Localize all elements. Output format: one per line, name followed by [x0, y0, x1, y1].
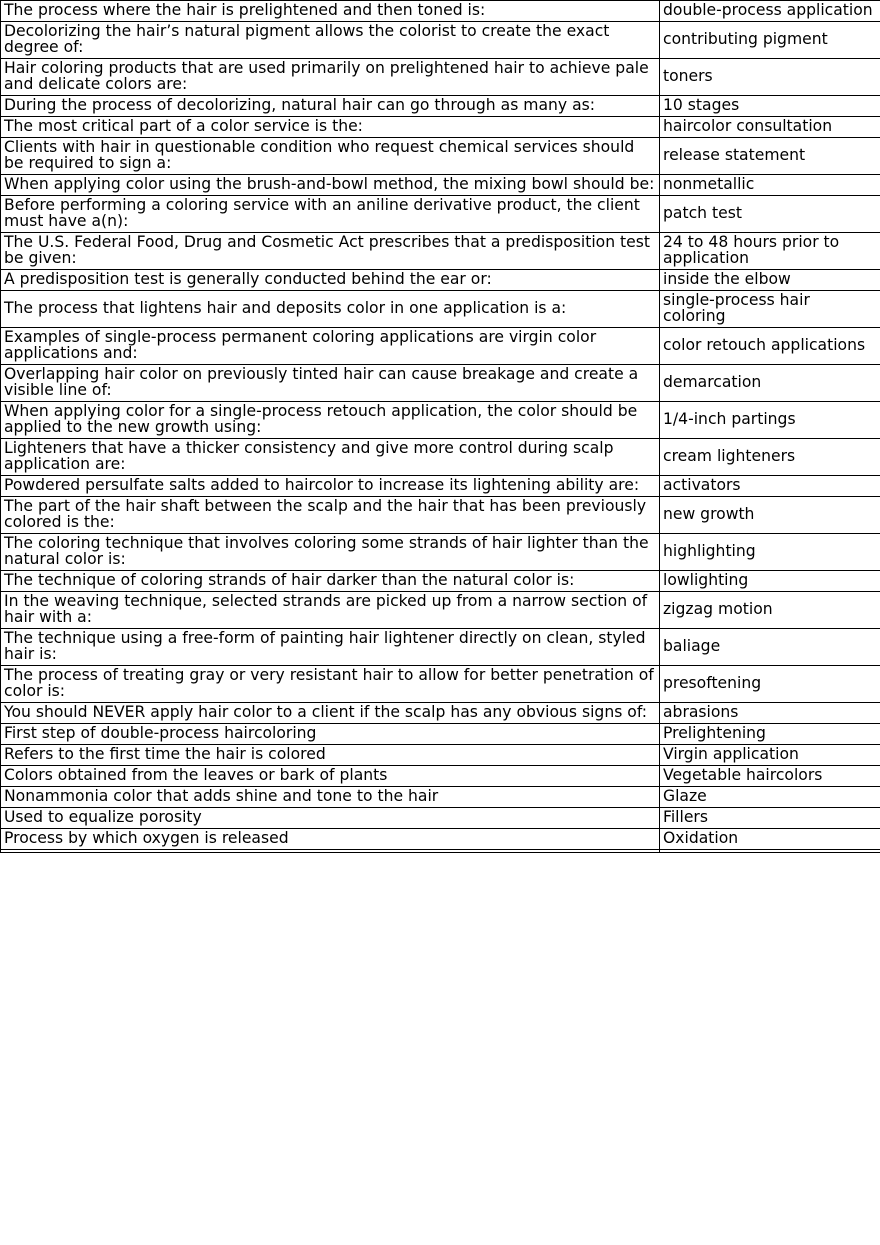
answer-cell: single-process hair coloring [660, 291, 880, 328]
question-cell: The most critical part of a color service is the: [1, 117, 660, 138]
table-row [1, 534, 880, 571]
answer-cell: release statement [660, 138, 880, 175]
question-cell: When applying color using the brush-and-bowl method, the mixing bowl should be: [1, 175, 660, 196]
table-row [1, 196, 880, 233]
answer-cell: contributing pigment [660, 22, 880, 59]
question-cell: Used to equalize porosity [1, 808, 660, 829]
question-cell: You should NEVER apply hair color to a client if the scalp has any obvious signs of: [1, 703, 660, 724]
question-cell: In the weaving technique, selected strands are picked up from a narrow section of hair with a: [1, 592, 660, 629]
question-cell: Colors obtained from the leaves or bark of plants [1, 766, 660, 787]
answer-cell: haircolor consultation [660, 117, 880, 138]
table-row [1, 476, 880, 497]
answer-cell: lowlighting [660, 571, 880, 592]
question-cell: Decolorizing the hair’s natural pigment allows the colorist to create the exact degree of: [1, 22, 660, 59]
table-row [1, 497, 880, 534]
answer-cell: Oxidation [660, 829, 880, 850]
question-cell: Powdered persulfate salts added to haircolor to increase its lightening ability are: [1, 476, 660, 497]
table-row [1, 439, 880, 476]
table-row [1, 703, 880, 724]
empty-question-cell [1, 850, 660, 853]
question-cell: Clients with hair in questionable condition who request chemical services should be required to sign a: [1, 138, 660, 175]
table-row [1, 175, 880, 196]
answer-cell: demarcation [660, 365, 880, 402]
answer-cell: Virgin application [660, 745, 880, 766]
table-row [1, 365, 880, 402]
question-cell: The process of treating gray or very resistant hair to allow for better penetration of color is: [1, 666, 660, 703]
question-cell: The part of the hair shaft between the scalp and the hair that has been previously colored is the: [1, 497, 660, 534]
question-cell: The technique using a free-form of painting hair lightener directly on clean, styled hair is: [1, 629, 660, 666]
table-row [1, 808, 880, 829]
table-row [1, 787, 880, 808]
question-cell: When applying color for a single-process retouch application, the color should be applied to the new growth using: [1, 402, 660, 439]
table-row [1, 592, 880, 629]
question-cell: Nonammonia color that adds shine and tone to the hair [1, 787, 660, 808]
answer-cell: Glaze [660, 787, 880, 808]
table-row [1, 59, 880, 96]
answer-cell: new growth [660, 497, 880, 534]
question-cell: Overlapping hair color on previously tinted hair can cause breakage and create a visible line of: [1, 365, 660, 402]
answer-cell: color retouch applications [660, 328, 880, 365]
table-row [1, 22, 880, 59]
table-row [1, 291, 880, 328]
empty-table-row [1, 850, 880, 853]
answer-cell: patch test [660, 196, 880, 233]
table-row [1, 724, 880, 745]
flashcard-table-body [1, 1, 880, 853]
question-cell: The U.S. Federal Food, Drug and Cosmetic Act prescribes that a predisposition test be given: [1, 233, 660, 270]
answer-cell: toners [660, 59, 880, 96]
answer-cell: Vegetable haircolors [660, 766, 880, 787]
answer-cell: abrasions [660, 703, 880, 724]
answer-cell: inside the elbow [660, 270, 880, 291]
answer-cell: double-process application [660, 1, 880, 22]
table-row [1, 233, 880, 270]
answer-cell: 10 stages [660, 96, 880, 117]
question-cell: The process that lightens hair and deposits color in one application is a: [1, 291, 660, 328]
question-cell: Before performing a coloring service with an aniline derivative product, the client must have a(n): [1, 196, 660, 233]
answer-cell: baliage [660, 629, 880, 666]
question-cell: First step of double-process haircoloring [1, 724, 660, 745]
answer-cell: Fillers [660, 808, 880, 829]
answer-cell: zigzag motion [660, 592, 880, 629]
table-row [1, 766, 880, 787]
answer-cell: highlighting [660, 534, 880, 571]
question-cell: The technique of coloring strands of hair darker than the natural color is: [1, 571, 660, 592]
question-cell: The coloring technique that involves coloring some strands of hair lighter than the natural color is: [1, 534, 660, 571]
question-cell: Hair coloring products that are used primarily on prelightened hair to achieve pale and delicate colors are: [1, 59, 660, 96]
table-row [1, 270, 880, 291]
table-row [1, 571, 880, 592]
table-row [1, 666, 880, 703]
question-cell: Lighteners that have a thicker consistency and give more control during scalp application are: [1, 439, 660, 476]
table-row [1, 328, 880, 365]
table-row [1, 402, 880, 439]
empty-answer-cell [660, 850, 880, 853]
answer-cell: 24 to 48 hours prior to application [660, 233, 880, 270]
answer-cell: 1/4-inch partings [660, 402, 880, 439]
answer-cell: activators [660, 476, 880, 497]
question-cell: During the process of decolorizing, natural hair can go through as many as: [1, 96, 660, 117]
question-cell: Examples of single-process permanent coloring applications are virgin color applications and: [1, 328, 660, 365]
table-row [1, 629, 880, 666]
table-row [1, 1, 880, 22]
question-cell: Process by which oxygen is released [1, 829, 660, 850]
table-row [1, 745, 880, 766]
table-row [1, 117, 880, 138]
answer-cell: nonmetallic [660, 175, 880, 196]
table-row [1, 829, 880, 850]
table-row [1, 96, 880, 117]
question-cell: The process where the hair is prelightened and then toned is: [1, 1, 660, 22]
answer-cell: cream lighteners [660, 439, 880, 476]
question-cell: A predisposition test is generally conducted behind the ear or: [1, 270, 660, 291]
answer-cell: Prelightening [660, 724, 880, 745]
question-cell: Refers to the first time the hair is colored [1, 745, 660, 766]
table-row [1, 138, 880, 175]
answer-cell: presoftening [660, 666, 880, 703]
